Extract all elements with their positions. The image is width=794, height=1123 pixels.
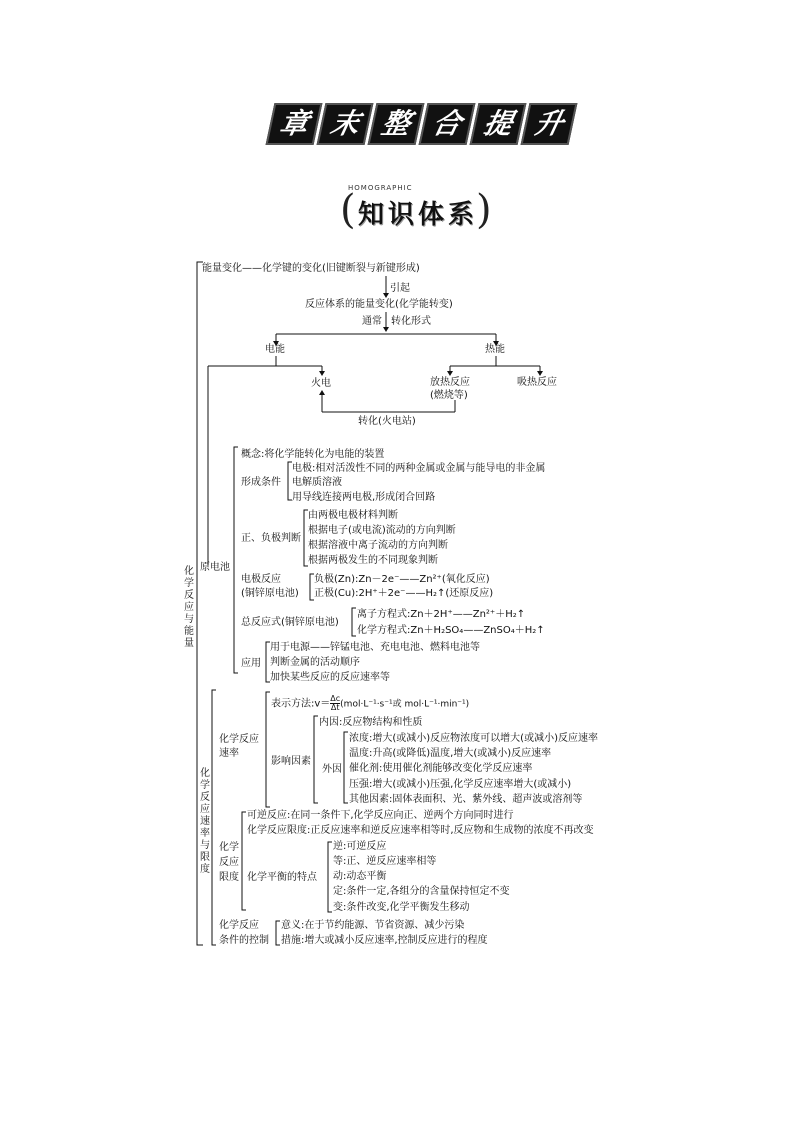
reaction-degree: 化学反应限度:正反应速率和逆反应速率相等时,反应物和生成物的浓度不再改变 [247, 825, 594, 836]
judge-item: 根据溶液中离子流动的方向判断 [308, 540, 448, 551]
banner-char: 末 [317, 103, 374, 145]
electric-energy-label: 电能 [265, 344, 285, 355]
limit-label-line1: 化学 [219, 842, 239, 853]
endothermic-label: 吸热反应 [517, 377, 557, 388]
application-item: 加快某些反应的反应速率等 [270, 672, 390, 683]
positive-electrode-eq: 正极(Cu):2H⁺＋2e⁻——H₂↑(还原反应) [314, 588, 494, 599]
banner-char: 合 [419, 103, 476, 145]
section-title: 知识体系 [358, 200, 479, 230]
energy-system-line: 反应体系的能量变化(化学能转变) [305, 299, 453, 310]
rate-label-line1: 化学反应 [219, 734, 259, 745]
condition-electrode: 电极:相对活泼性不同的两种金属或金属与能导电的非金属 [292, 463, 546, 474]
exothermic-note: (燃烧等) [430, 390, 468, 401]
external-factor-item: 其他因素:固体表面积、光、紫外线、超声波或溶剂等 [349, 794, 583, 805]
rate-expression-prefix: 表示方法:v＝ [271, 698, 331, 710]
external-factor-item: 压强:增大(或减小)压强,化学反应速率增大(或减小) [349, 779, 572, 790]
rate-fraction [330, 695, 340, 712]
energy-change-line: 能量变化——化学键的变化(旧键断裂与新键形成) [202, 263, 420, 274]
cause-label: 引起 [390, 283, 410, 294]
conversion-label: 转化(火电站) [358, 416, 416, 427]
equilibrium-feature: 逆:可逆反应 [333, 841, 387, 852]
internal-factor: 内因:反应物结构和性质 [319, 717, 423, 728]
total-reaction-label: 总反应式(铜锌原电池) [241, 617, 339, 628]
equilibrium-feature: 等:正、逆反应速率相等 [333, 856, 437, 867]
equilibrium-feature: 变:条件改变,化学平衡发生移动 [333, 902, 470, 913]
application-label: 应用 [241, 658, 261, 669]
external-factor-item: 催化剂:使用催化剂能够改变化学反应速率 [349, 763, 533, 774]
rate-label-line2: 速率 [219, 748, 239, 759]
ionic-equation: 离子方程式:Zn＋2H⁺——Zn²⁺＋H₂↑ [357, 609, 526, 620]
main-vertical-label: 化学反应与能量 [184, 566, 194, 649]
chemical-equation: 化学方程式:Zn＋H₂SO₄——ZnSO₄＋H₂↑ [357, 625, 545, 636]
condition-circuit: 用导线连接两电极,形成闭合回路 [292, 492, 436, 503]
heat-energy-label: 热能 [485, 344, 505, 355]
negative-electrode-eq: 负极(Zn):Zn－2e⁻——Zn²⁺(氧化反应) [314, 574, 490, 585]
factors-label: 影响因素 [271, 756, 311, 767]
judge-item: 根据电子(或电流)流动的方向判断 [308, 525, 456, 536]
application-item: 用于电源——锌锰电池、充电电池、燃料电池等 [270, 642, 480, 653]
primary-cell-label: 原电池 [200, 562, 230, 573]
limit-label-line2: 反应 [219, 857, 239, 868]
cell-concept: 概念:将化学能转化为电能的装置 [241, 449, 385, 460]
banner-char: 章 [266, 103, 323, 145]
rate-units: (mol·L⁻¹·s⁻¹或 mol·L⁻¹·min⁻¹) [340, 699, 470, 710]
electrode-reaction-sub: (铜锌原电池) [241, 588, 299, 599]
right-bracket-ornament: ) [476, 187, 492, 233]
control-meaning: 意义:在于节约能源、节省资源、减少污染 [281, 920, 465, 931]
banner-char: 提 [470, 103, 527, 145]
equilibrium-features-label: 化学平衡的特点 [247, 872, 317, 883]
external-factor-label: 外因 [322, 764, 342, 775]
thermal-power-label: 火电 [311, 378, 331, 389]
equilibrium-feature: 定:条件一定,各组分的含量保持恒定不变 [333, 886, 510, 897]
conversion-form-label: 转化形式 [391, 316, 431, 327]
electrode-reaction-label: 电极反应 [241, 574, 281, 585]
banner-char: 升 [521, 103, 578, 145]
exothermic-label: 放热反应 [430, 377, 470, 388]
usually-label: 通常 [362, 316, 382, 327]
fraction-denominator: Δt [330, 703, 340, 712]
reversible-reaction: 可逆反应:在同一条件下,化学反应向正、逆两个方向同时进行 [247, 810, 514, 821]
judge-item: 根据两极发生的不同现象判断 [308, 555, 438, 566]
left-bracket-ornament: ( [340, 187, 356, 233]
section-decoration: HOMOGRAPHIC [348, 184, 413, 192]
rate-limit-vertical-label: 化学反应速率与限度 [200, 768, 210, 875]
rate-expression [271, 695, 469, 712]
equilibrium-feature: 动:动态平衡 [333, 871, 387, 882]
condition-electrolyte: 电解质溶液 [292, 477, 342, 488]
external-factor-item: 温度:升高(或降低)温度,增大(或减小)反应速率 [349, 748, 552, 759]
external-factor-item: 浓度:增大(或减小)反应物浓度可以增大(或减小)反应速率 [349, 733, 598, 744]
control-label-line2: 条件的控制 [219, 935, 269, 946]
judge-item: 由两极电极材料判断 [308, 510, 398, 521]
formation-conditions-label: 形成条件 [241, 477, 281, 488]
control-measure: 措施:增大或减小反应速率,控制反应进行的程度 [281, 935, 488, 946]
limit-label-line3: 限度 [219, 872, 239, 883]
application-item: 判断金属的活动顺序 [270, 657, 360, 668]
banner-char: 整 [368, 103, 425, 145]
electrode-judge-label: 正、负极判断 [241, 533, 301, 544]
control-label-line1: 化学反应 [219, 920, 259, 931]
fraction-numerator: Δc [330, 694, 341, 703]
